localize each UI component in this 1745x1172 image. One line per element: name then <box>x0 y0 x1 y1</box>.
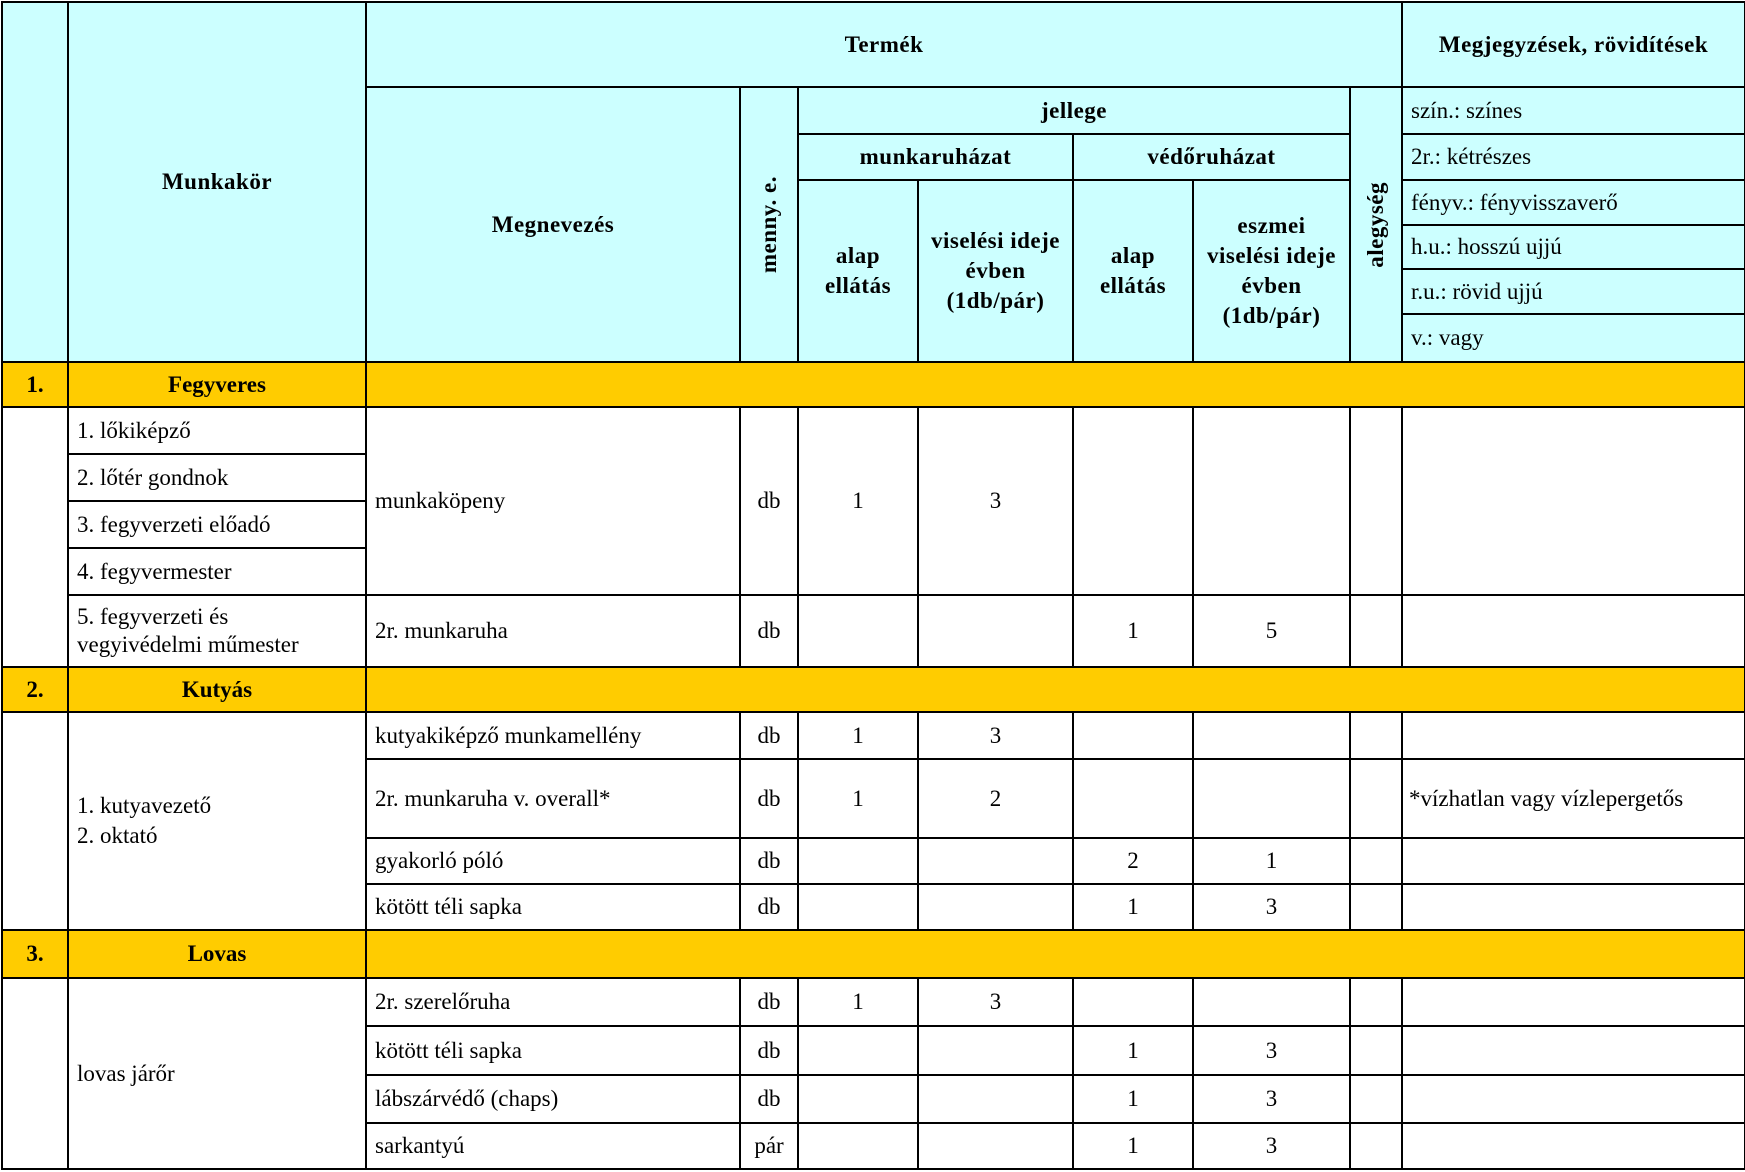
item-mr-ido <box>918 595 1073 667</box>
item-note <box>1402 1075 1745 1123</box>
item-vr-ido <box>1193 759 1350 838</box>
item-name: kötött téli sapka <box>366 1026 740 1075</box>
item-mr-ido: 2 <box>918 759 1073 838</box>
item-unit: db <box>740 884 798 930</box>
item-alegyseg <box>1350 838 1402 884</box>
item-mr-alap <box>798 1026 918 1075</box>
item-vr-ido: 3 <box>1193 1026 1350 1075</box>
item-mr-ido <box>918 884 1073 930</box>
header-vedoruhazat: védőruházat <box>1073 134 1350 180</box>
item-unit: pár <box>740 1123 798 1169</box>
job-title: 3. fegyverzeti előadó <box>68 501 366 548</box>
item-note <box>1402 595 1745 667</box>
item-alegyseg <box>1350 759 1402 838</box>
item-name: kutyakiképző munkamellény <box>366 712 740 759</box>
section-fill <box>366 667 1745 712</box>
item-mr-ido: 3 <box>918 978 1073 1026</box>
item-name: lábszárvédő (chaps) <box>366 1075 740 1123</box>
job-title: 4. fegyvermester <box>68 548 366 595</box>
item-vr-alap: 1 <box>1073 1123 1193 1169</box>
item-mr-ido: 3 <box>918 407 1073 595</box>
item-vr-ido: 3 <box>1193 884 1350 930</box>
item-mr-ido <box>918 1075 1073 1123</box>
item-vr-alap: 1 <box>1073 884 1193 930</box>
item-mr-ido <box>918 1123 1073 1169</box>
item-mr-alap <box>798 838 918 884</box>
item-mr-ido <box>918 1026 1073 1075</box>
empty-number-cell <box>2 407 68 667</box>
item-unit: db <box>740 1026 798 1075</box>
job-title: 1. lőkiképző <box>68 407 366 454</box>
item-name: kötött téli sapka <box>366 884 740 930</box>
header-mr-alap: alap ellátás <box>798 180 918 362</box>
section-title: Kutyás <box>68 667 366 712</box>
item-note <box>1402 1026 1745 1075</box>
item-vr-ido: 5 <box>1193 595 1350 667</box>
item-note <box>1402 712 1745 759</box>
item-mr-ido: 3 <box>918 712 1073 759</box>
item-mr-alap <box>798 595 918 667</box>
item-alegyseg <box>1350 712 1402 759</box>
header-menny <box>740 87 798 362</box>
item-vr-ido: 3 <box>1193 1075 1350 1123</box>
item-alegyseg <box>1350 407 1402 595</box>
item-mr-alap <box>798 1123 918 1169</box>
item-vr-alap: 1 <box>1073 595 1193 667</box>
item-name: gyakorló póló <box>366 838 740 884</box>
header-vr-alap: alap ellátás <box>1073 180 1193 362</box>
job-title: 1. kutyavezető <box>77 793 212 818</box>
item-vr-ido <box>1193 407 1350 595</box>
item-mr-ido <box>918 838 1073 884</box>
header-number-column <box>2 2 68 362</box>
item-vr-ido: 3 <box>1193 1123 1350 1169</box>
item-alegyseg <box>1350 1075 1402 1123</box>
header-menny-label: menny. e. <box>756 175 781 274</box>
item-vr-alap <box>1073 978 1193 1026</box>
item-note <box>1402 1123 1745 1169</box>
section-title: Lovas <box>68 930 366 978</box>
item-mr-alap: 1 <box>798 712 918 759</box>
item-vr-alap <box>1073 407 1193 595</box>
job-title: lovas járőr <box>68 978 366 1169</box>
empty-number-cell <box>2 712 68 930</box>
item-vr-alap: 2 <box>1073 838 1193 884</box>
item-vr-ido <box>1193 712 1350 759</box>
item-alegyseg <box>1350 978 1402 1026</box>
item-note <box>1402 884 1745 930</box>
header-munkakor: Munkakör <box>68 2 366 362</box>
item-mr-alap <box>798 1075 918 1123</box>
header-vr-eszmei: eszmei viselési ideje évben (1db/pár) <box>1193 180 1350 362</box>
section-number: 3. <box>2 930 68 978</box>
header-mr-viselesi: viselési ideje évben (1db/pár) <box>918 180 1073 362</box>
job-title: 5. fegyverzeti és vegyivédelmi műmester <box>68 595 366 667</box>
item-note: *vízhatlan vagy vízlepergetős <box>1402 759 1745 838</box>
item-alegyseg <box>1350 884 1402 930</box>
header-alegyseg-label: alegység <box>1363 181 1388 268</box>
item-mr-alap: 1 <box>798 978 918 1026</box>
header-munkaruhazat: munkaruházat <box>798 134 1073 180</box>
item-unit: db <box>740 407 798 595</box>
section-number: 2. <box>2 667 68 712</box>
section-fill <box>366 362 1745 407</box>
empty-number-cell <box>2 978 68 1169</box>
abbreviation-item: 2r.: kétrészes <box>1402 134 1745 180</box>
item-unit: db <box>740 978 798 1026</box>
item-note <box>1402 838 1745 884</box>
item-mr-alap: 1 <box>798 407 918 595</box>
item-vr-alap: 1 <box>1073 1075 1193 1123</box>
item-alegyseg <box>1350 1026 1402 1075</box>
item-note <box>1402 978 1745 1026</box>
item-alegyseg <box>1350 1123 1402 1169</box>
job-title-group <box>68 712 366 930</box>
item-vr-alap <box>1073 712 1193 759</box>
item-unit: db <box>740 1075 798 1123</box>
item-vr-alap <box>1073 759 1193 838</box>
abbreviation-item: fényv.: fényvisszaverő <box>1402 180 1745 225</box>
item-unit: db <box>740 595 798 667</box>
item-mr-alap <box>798 884 918 930</box>
item-unit: db <box>740 712 798 759</box>
item-name: munkaköpeny <box>366 407 740 595</box>
item-mr-alap: 1 <box>798 759 918 838</box>
item-unit: db <box>740 838 798 884</box>
header-megjegyzesek: Megjegyzések, rövidítések <box>1402 2 1745 87</box>
item-unit: db <box>740 759 798 838</box>
job-title: 2. lőtér gondnok <box>68 454 366 501</box>
section-fill <box>366 930 1745 978</box>
abbreviation-item: v.: vagy <box>1402 314 1745 362</box>
abbreviation-item: szín.: színes <box>1402 87 1745 134</box>
section-title: Fegyveres <box>68 362 366 407</box>
header-termek: Termék <box>366 2 1402 87</box>
item-vr-ido <box>1193 978 1350 1026</box>
item-vr-alap: 1 <box>1073 1026 1193 1075</box>
header-jellege: jellege <box>798 87 1350 134</box>
section-number: 1. <box>2 362 68 407</box>
item-note <box>1402 407 1745 595</box>
item-name: 2r. szerelőruha <box>366 978 740 1026</box>
header-megnevezes: Megnevezés <box>366 87 740 362</box>
job-title: 2. oktató <box>77 823 158 848</box>
header-alegyseg <box>1350 87 1402 362</box>
item-alegyseg <box>1350 595 1402 667</box>
abbreviation-item: h.u.: hosszú ujjú <box>1402 225 1745 269</box>
item-vr-ido: 1 <box>1193 838 1350 884</box>
abbreviation-item: r.u.: rövid ujjú <box>1402 269 1745 314</box>
clothing-allocation-table <box>1 1 1745 1170</box>
item-name: sarkantyú <box>366 1123 740 1169</box>
item-name: 2r. munkaruha <box>366 595 740 667</box>
item-name: 2r. munkaruha v. overall* <box>366 759 740 838</box>
